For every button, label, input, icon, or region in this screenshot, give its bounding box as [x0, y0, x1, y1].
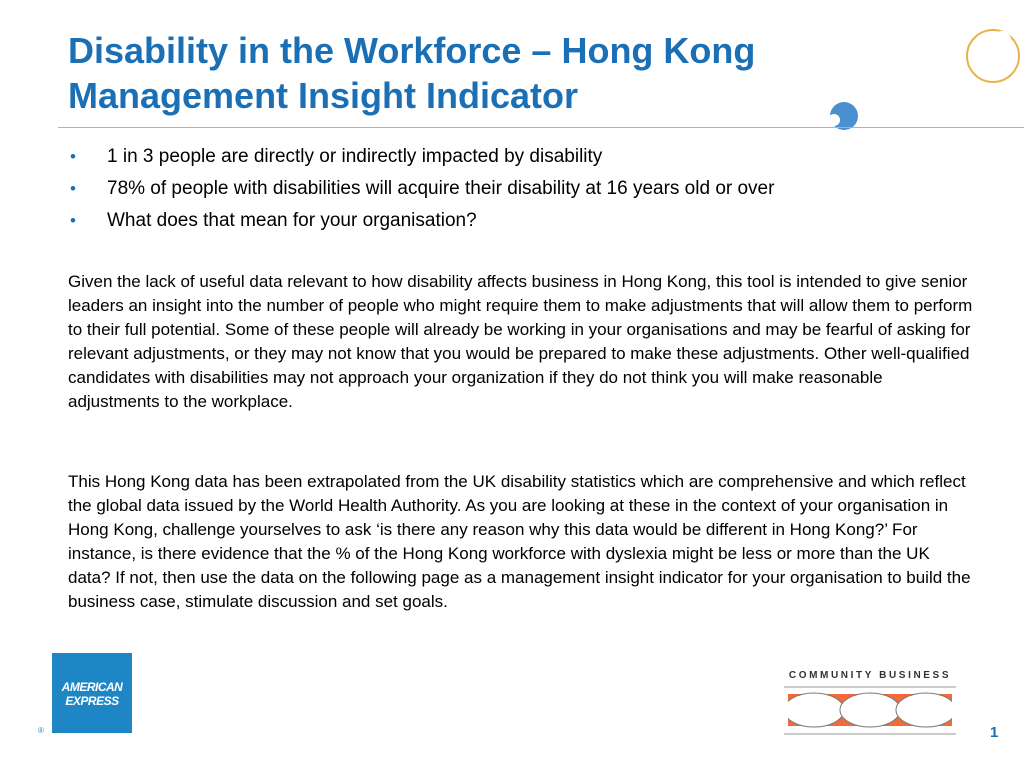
bullet-list — [70, 145, 990, 241]
decorative-circles-icon — [820, 28, 1024, 138]
bullet-text: 78% of people with disabilities will acquire their disability at 16 years old or over — [107, 178, 775, 199]
community-business-emblem-icon — [784, 686, 956, 736]
list-item — [70, 209, 990, 232]
bullet-text: What does that mean for your organisation? — [107, 210, 477, 231]
title-divider — [58, 127, 1024, 128]
amex-logo-line-2: EXPRESS — [65, 694, 119, 708]
title-line-1: Disability in the Workforce – Hong Kong — [68, 30, 756, 71]
intro-paragraph: Given the lack of useful data relevant to how disability affects business in Hong Kong, this tool is intended to give senior leaders an insight into the number of people who might require them to make adjustments that will allow them to perform to their full potential. Some of these people will already be working in your organisations and may be fearful of asking for relevant adjustments, or they may not know that you would be prepared to make these adjustments. Other well-qualified candidates with disabilities may not approach your organization if they do not think you will make reasonable adjustments to the workplace. — [68, 272, 973, 411]
bullet-glyph: • — [70, 179, 76, 198]
bullet-text: 1 in 3 people are directly or indirectly impacted by disability — [107, 146, 603, 167]
bullet-glyph: • — [70, 147, 76, 166]
community-business-logo — [784, 668, 956, 736]
registered-mark: ® — [38, 726, 44, 735]
list-item — [70, 145, 990, 168]
bullet-glyph: • — [70, 211, 76, 230]
slide-title — [68, 28, 868, 118]
data-paragraph: This Hong Kong data has been extrapolated from the UK disability statistics which are comprehensive and which reflect the global data issued by the World Health Authority. As you are looking at these in the context of your organisation in Hong Kong, challenge yourselves to ask ‘is there any reason why this data would be different in Hong Kong?’ For instance, is there evidence that the % of the Hong Kong workforce with dyslexia might be less or more than the UK data? If not, then use the data on the following page as a management insight indicator for your organisation to build the business case, stimulate discussion and set goals. — [68, 472, 971, 611]
page-number: 1 — [990, 724, 999, 741]
amex-logo-line-1: AMERICAN — [61, 680, 123, 694]
american-express-logo — [52, 653, 132, 733]
community-business-label: COMMUNITY BUSINESS — [788, 670, 952, 681]
title-line-2: Management Insight Indicator — [68, 75, 579, 116]
list-item — [70, 177, 990, 200]
